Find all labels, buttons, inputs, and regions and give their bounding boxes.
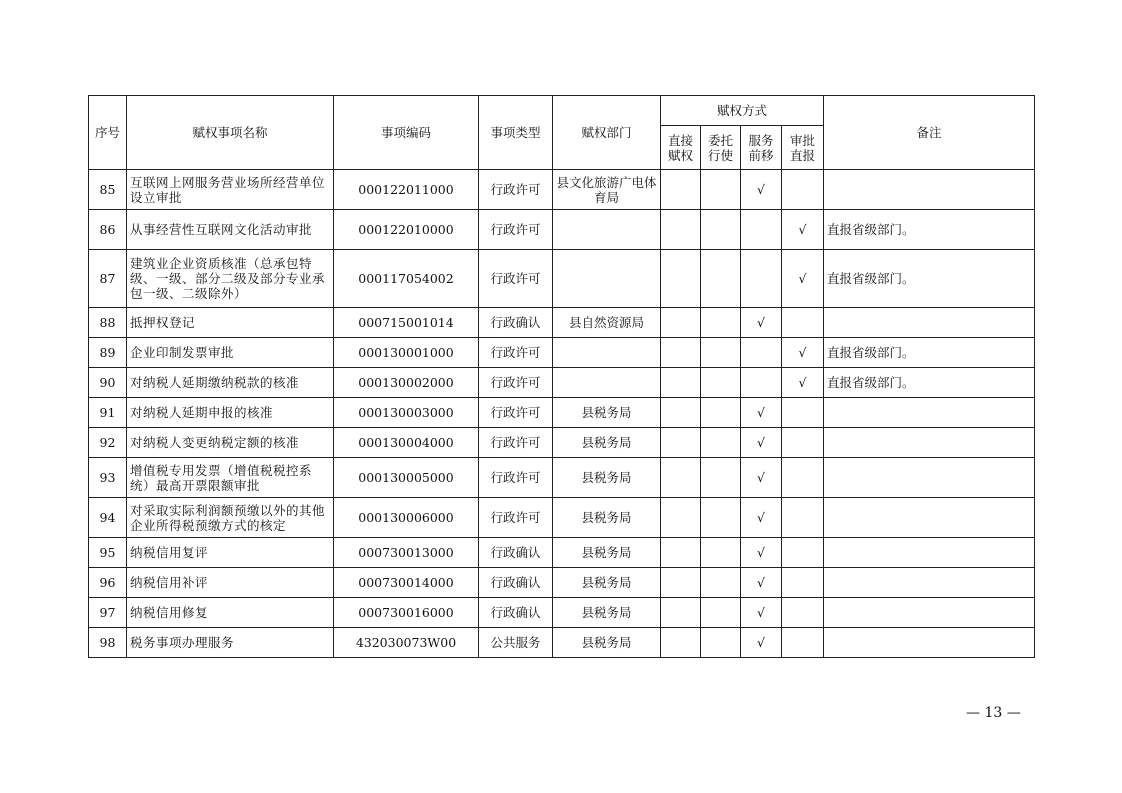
method-direct-check <box>661 598 701 628</box>
row-number: 85 <box>89 170 127 210</box>
header-method-report: 审批 直报 <box>782 126 824 170</box>
method-report-check <box>782 170 824 210</box>
method-entrust-check <box>701 538 741 568</box>
header-dept: 赋权部门 <box>553 96 661 170</box>
method-entrust-check <box>701 568 741 598</box>
row-number: 89 <box>89 338 127 368</box>
item-note <box>824 458 1035 498</box>
method-service-check: √ <box>741 568 782 598</box>
item-note <box>824 568 1035 598</box>
item-note: 直报省级部门。 <box>824 338 1035 368</box>
item-note: 直报省级部门。 <box>824 368 1035 398</box>
method-entrust-check <box>701 210 741 250</box>
item-dept <box>553 210 661 250</box>
method-direct-check <box>661 338 701 368</box>
items-table <box>88 95 1035 658</box>
row-number: 98 <box>89 628 127 658</box>
item-name: 对采取实际利润额预缴以外的其他企业所得税预缴方式的核定 <box>127 498 334 538</box>
method-service-check <box>741 210 782 250</box>
method-service-check: √ <box>741 398 782 428</box>
row-number: 93 <box>89 458 127 498</box>
item-dept: 县税务局 <box>553 538 661 568</box>
method-direct-check <box>661 308 701 338</box>
item-type: 行政许可 <box>479 338 553 368</box>
method-direct-check <box>661 568 701 598</box>
row-number: 86 <box>89 210 127 250</box>
item-code: 000130003000 <box>334 398 479 428</box>
method-direct-check <box>661 458 701 498</box>
method-service-check: √ <box>741 428 782 458</box>
method-entrust-check <box>701 308 741 338</box>
row-number: 90 <box>89 368 127 398</box>
method-entrust-check <box>701 458 741 498</box>
method-direct-check <box>661 428 701 458</box>
row-number: 95 <box>89 538 127 568</box>
method-report-check <box>782 428 824 458</box>
item-dept: 县文化旅游广电体育局 <box>553 170 661 210</box>
method-direct-check <box>661 170 701 210</box>
item-type: 行政确认 <box>479 538 553 568</box>
item-dept: 县税务局 <box>553 458 661 498</box>
header-code: 事项编码 <box>334 96 479 170</box>
method-entrust-check <box>701 428 741 458</box>
item-dept: 县税务局 <box>553 598 661 628</box>
table-row <box>89 368 1035 398</box>
item-name: 抵押权登记 <box>127 308 334 338</box>
item-note <box>824 598 1035 628</box>
row-number: 97 <box>89 598 127 628</box>
item-code: 000130002000 <box>334 368 479 398</box>
method-direct-check <box>661 368 701 398</box>
row-number: 87 <box>89 250 127 308</box>
item-name: 增值税专用发票（增值税税控系统）最高开票限额审批 <box>127 458 334 498</box>
method-report-check <box>782 458 824 498</box>
method-service-check: √ <box>741 170 782 210</box>
item-code: 000130001000 <box>334 338 479 368</box>
method-report-check <box>782 538 824 568</box>
method-direct-check <box>661 250 701 308</box>
item-type: 行政许可 <box>479 170 553 210</box>
method-service-check: √ <box>741 538 782 568</box>
header-method-direct: 直接 赋权 <box>661 126 701 170</box>
method-report-check <box>782 598 824 628</box>
item-code: 432030073W00 <box>334 628 479 658</box>
item-name: 企业印制发票审批 <box>127 338 334 368</box>
item-note <box>824 398 1035 428</box>
item-code: 000130004000 <box>334 428 479 458</box>
item-code: 000122010000 <box>334 210 479 250</box>
item-note <box>824 170 1035 210</box>
method-direct-check <box>661 498 701 538</box>
item-name: 对纳税人变更纳税定额的核准 <box>127 428 334 458</box>
item-note: 直报省级部门。 <box>824 210 1035 250</box>
item-name: 对纳税人延期申报的核准 <box>127 398 334 428</box>
table-row <box>89 398 1035 428</box>
item-note <box>824 628 1035 658</box>
method-service-check: √ <box>741 498 782 538</box>
item-code: 000130005000 <box>334 458 479 498</box>
method-service-check <box>741 250 782 308</box>
table-row <box>89 458 1035 498</box>
method-direct-check <box>661 538 701 568</box>
method-report-check <box>782 628 824 658</box>
method-service-check: √ <box>741 308 782 338</box>
item-code: 000730013000 <box>334 538 479 568</box>
item-name: 互联网上网服务营业场所经营单位设立审批 <box>127 170 334 210</box>
table-row <box>89 338 1035 368</box>
item-dept: 县税务局 <box>553 568 661 598</box>
table-row <box>89 628 1035 658</box>
table-row <box>89 170 1035 210</box>
item-dept <box>553 368 661 398</box>
method-report-check: √ <box>782 338 824 368</box>
method-entrust-check <box>701 250 741 308</box>
header-method-entrust: 委托 行使 <box>701 126 741 170</box>
method-entrust-check <box>701 338 741 368</box>
item-type: 行政许可 <box>479 210 553 250</box>
item-name: 纳税信用复评 <box>127 538 334 568</box>
table-row <box>89 498 1035 538</box>
method-entrust-check <box>701 628 741 658</box>
item-type: 行政许可 <box>479 368 553 398</box>
item-code: 000130006000 <box>334 498 479 538</box>
item-dept: 县税务局 <box>553 398 661 428</box>
method-entrust-check <box>701 398 741 428</box>
header-type: 事项类型 <box>479 96 553 170</box>
header-name: 赋权事项名称 <box>127 96 334 170</box>
row-number: 88 <box>89 308 127 338</box>
header-seq: 序号 <box>89 96 127 170</box>
method-report-check <box>782 498 824 538</box>
table-row <box>89 538 1035 568</box>
method-service-check <box>741 368 782 398</box>
method-report-check: √ <box>782 368 824 398</box>
item-dept: 县税务局 <box>553 498 661 538</box>
item-code: 000715001014 <box>334 308 479 338</box>
item-code: 000117054002 <box>334 250 479 308</box>
table-row <box>89 210 1035 250</box>
method-entrust-check <box>701 170 741 210</box>
item-type: 行政确认 <box>479 308 553 338</box>
method-report-check: √ <box>782 210 824 250</box>
table-row <box>89 568 1035 598</box>
method-direct-check <box>661 628 701 658</box>
item-name: 对纳税人延期缴纳税款的核准 <box>127 368 334 398</box>
item-note <box>824 308 1035 338</box>
row-number: 96 <box>89 568 127 598</box>
item-code: 000122011000 <box>334 170 479 210</box>
item-type: 行政许可 <box>479 250 553 308</box>
row-number: 92 <box>89 428 127 458</box>
item-type: 公共服务 <box>479 628 553 658</box>
item-type: 行政确认 <box>479 568 553 598</box>
item-note <box>824 538 1035 568</box>
method-entrust-check <box>701 368 741 398</box>
item-code: 000730016000 <box>334 598 479 628</box>
item-type: 行政确认 <box>479 598 553 628</box>
item-note: 直报省级部门。 <box>824 250 1035 308</box>
table-row <box>89 598 1035 628</box>
method-service-check: √ <box>741 628 782 658</box>
row-number: 91 <box>89 398 127 428</box>
item-name: 纳税信用补评 <box>127 568 334 598</box>
method-service-check: √ <box>741 598 782 628</box>
row-number: 94 <box>89 498 127 538</box>
item-code: 000730014000 <box>334 568 479 598</box>
item-type: 行政许可 <box>479 498 553 538</box>
header-method-service: 服务 前移 <box>741 126 782 170</box>
item-name: 从事经营性互联网文化活动审批 <box>127 210 334 250</box>
method-report-check <box>782 308 824 338</box>
method-service-check <box>741 338 782 368</box>
item-type: 行政许可 <box>479 428 553 458</box>
method-direct-check <box>661 210 701 250</box>
item-dept: 县税务局 <box>553 428 661 458</box>
item-note <box>824 498 1035 538</box>
item-type: 行政许可 <box>479 398 553 428</box>
method-direct-check <box>661 398 701 428</box>
method-report-check: √ <box>782 250 824 308</box>
table-row <box>89 428 1035 458</box>
method-report-check <box>782 398 824 428</box>
item-name: 纳税信用修复 <box>127 598 334 628</box>
item-name: 建筑业企业资质核准（总承包特级、一级、部分二级及部分专业承包一级、二级除外） <box>127 250 334 308</box>
header-method-group: 赋权方式 <box>661 96 824 126</box>
item-dept <box>553 338 661 368</box>
table-row <box>89 250 1035 308</box>
header-note: 备注 <box>824 96 1035 170</box>
item-note <box>824 428 1035 458</box>
item-dept: 县自然资源局 <box>553 308 661 338</box>
method-entrust-check <box>701 498 741 538</box>
method-service-check: √ <box>741 458 782 498</box>
method-entrust-check <box>701 598 741 628</box>
item-type: 行政许可 <box>479 458 553 498</box>
page-number: — 13 — <box>966 705 1021 721</box>
item-name: 税务事项办理服务 <box>127 628 334 658</box>
item-dept <box>553 250 661 308</box>
item-dept: 县税务局 <box>553 628 661 658</box>
method-report-check <box>782 568 824 598</box>
table-row <box>89 308 1035 338</box>
